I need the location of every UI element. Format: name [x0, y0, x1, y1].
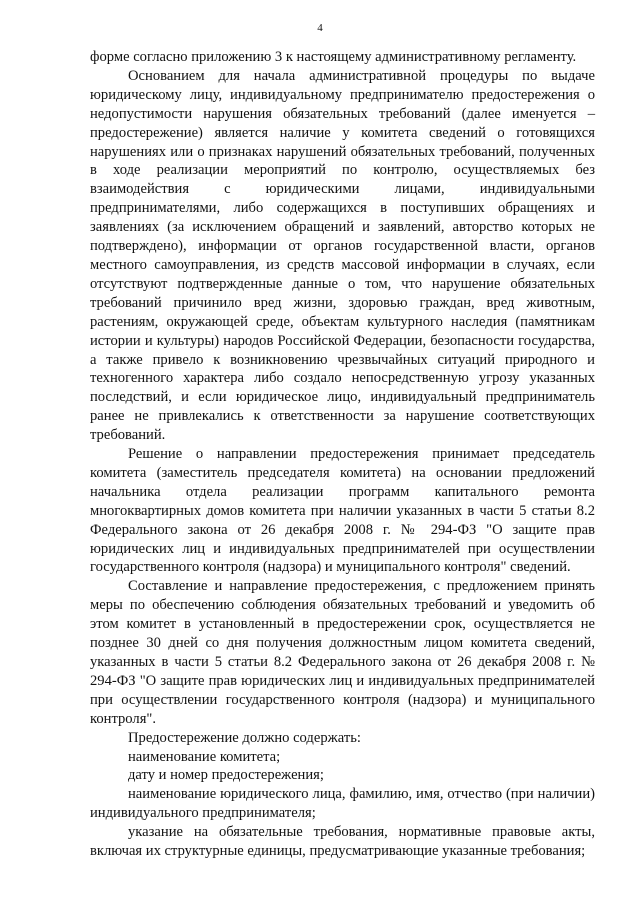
paragraph: Составление и направление предостережения, с предложением принять меры по обеспечению соблюдения обязательных требований и уведомить об этом комитет в установленный в предостережении срок, осуществляется не позднее 30 дней со дня получения должностным лицом комитета сведений, указанных в части 5 статьи 8.2 Федерального закона от 26 декабря 2008 г. № 294-ФЗ "О защите прав юридических лиц и индивидуальных предпринимателей при осуществлении государственного контроля (надзора) и муниципального контроля".: [90, 578, 595, 727]
page-number: 4: [317, 22, 323, 34]
list-item: наименование юридического лица, фамилию, имя, отчество (при наличии) индивидуального предпринимателя;: [90, 786, 595, 822]
paragraph: Предостережение должно содержать:: [128, 729, 361, 746]
document-body: [90, 48, 595, 861]
list-item: наименование комитета;: [128, 748, 281, 765]
list-item: дату и номер предостережения;: [128, 767, 324, 784]
list-item: указание на обязательные требования, нормативные правовые акты, включая их структурные единицы, предусматривающие указанные требования;: [90, 824, 595, 860]
paragraph: Решение о направлении предостережения принимает председатель комитета (заместитель председателя комитета) на основании предложений начальника отдела реализации программ капитального ремонта многоквартирных домов комитета при наличии указанных в части 5 статьи 8.2 Федерального закона от 26 декабря 2008 г. № 294-ФЗ "О защите прав юридических лиц и индивидуальных предпринимателей при осуществлении государственного контроля (надзора) и муниципального контроля" сведений.: [90, 446, 595, 576]
paragraph: Основанием для начала административной процедуры по выдаче юридическому лицу, индивидуальному предпринимателю предостережения о недопустимости нарушения обязательных требований (далее именуется – предостережение) является наличие у комитета сведений о готовящихся нарушениях или о признаках нарушений обязательных требований, полученных в ходе реализации мероприятий по контролю, осуществляемых без взаимодействия с юридическими лицами, индивидуальными предпринимателями, либо содержащихся в поступивших обращениях и заявлениях (за исключением обращений и заявлений, авторство которых не подтверждено), информации от органов государственной власти, органов местного самоуправления, из средств массовой информации в случаях, если отсутствуют подтвержденные данные о том, что нарушение обязательных требований причинило вред жизни, здоровью граждан, вред животным, растениям, окружающей среде, объектам культурного наследия (памятникам истории и культуры) народов Российской Федерации, безопасности государства, а также привело к возникновению чрезвычайных ситуаций природного и техногенного характера либо создало непосредственную угрозу указанных последствий, и если юридическое лицо, индивидуальный предприниматель ранее не привлекались к ответственности за нарушение соответствующих требований.: [90, 67, 595, 444]
paragraph: форме согласно приложению 3 к настоящему административному регламенту.: [90, 49, 577, 65]
